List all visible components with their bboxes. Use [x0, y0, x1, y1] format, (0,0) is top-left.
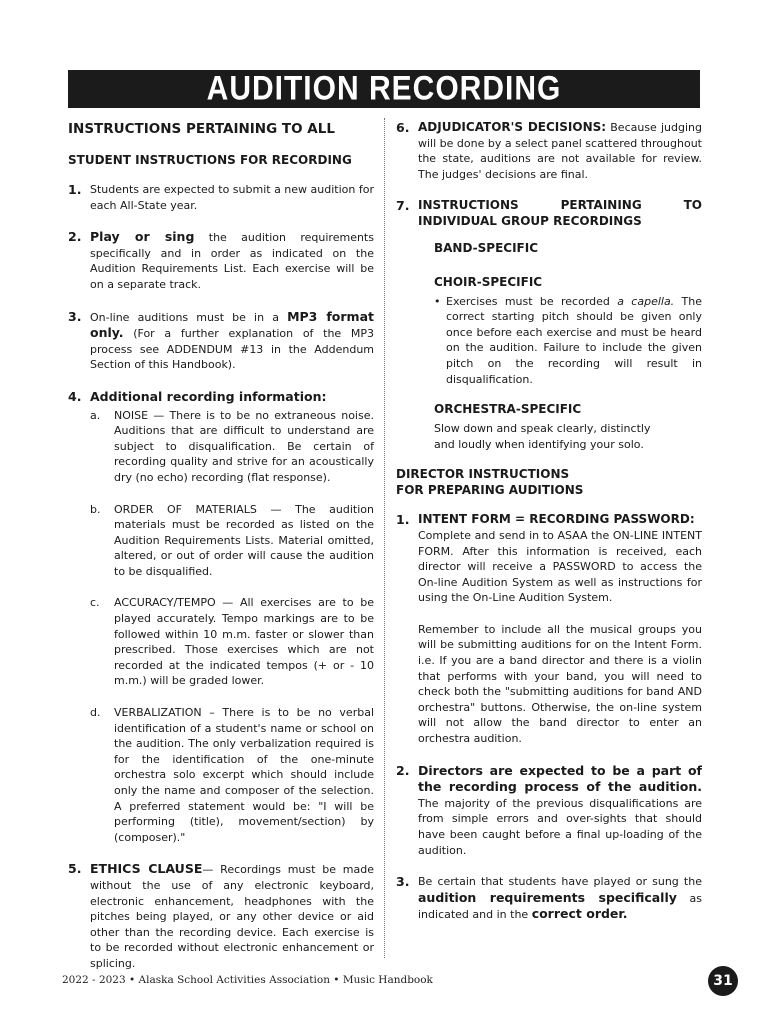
page-title-banner — [68, 70, 700, 108]
page-title: AUDITION RECORDING — [206, 69, 562, 108]
choir-specific-heading: CHOIR-SPECIFIC — [434, 274, 543, 289]
list-item — [434, 294, 702, 388]
list-item — [396, 874, 702, 923]
sub-item-letter: a. — [90, 408, 101, 422]
item-lead: Directors are expected to be a part of the recording process of the audition. — [418, 762, 702, 795]
sub-list-item — [90, 502, 374, 580]
item-text: Students are expected to submit a new audition for each All-State year. — [90, 183, 374, 212]
list-item — [68, 389, 374, 406]
list-item — [396, 763, 702, 859]
item-text: The majority of the previous disqualifications are from simple errors and over-sights that should have been caught before a final up-loading of the audition. — [418, 796, 702, 857]
item-lead: INSTRUCTIONS PERTAINING TO INDIVIDUAL GROUP RECORDINGS — [418, 198, 702, 228]
sub-item-text: ACCURACY/TEMPO — All exercises are to be played accurately. Tempo markings are to be followed within 10 m.m. faster or slower than prescribed. Those exercises which are not recorded at the indicated tempos (+ or - 10 m.m.) will be graded lower. — [114, 596, 374, 688]
orchestra-specific-heading: ORCHESTRA-SPECIFIC — [434, 402, 582, 417]
item-lead: MP3 format only. — [90, 308, 374, 341]
item-lead: correct order. — [531, 906, 628, 922]
item-text: Complete and send in to ASAA the ON-LINE INTENT FORM. After this information is received, each director will receive a PASSWORD to access the On-line Audition System as well as instructions for using the On-Line Audition System. — [418, 528, 702, 605]
list-item — [396, 512, 702, 746]
item-text: Be certain that students have played or sung the — [418, 875, 702, 889]
item-number: 1. — [396, 512, 410, 528]
item-lead: Play or sing — [90, 229, 195, 245]
bullet-icon: • — [434, 294, 441, 308]
item-text: Because judging will be done by a select panel scattered throughout the state, auditions are not available for review. The judges' decisions are final. — [418, 121, 703, 181]
sub-list — [90, 408, 374, 846]
sub-item-letter: c. — [90, 596, 100, 610]
item-number: 2. — [68, 229, 82, 245]
item-number: 2. — [396, 762, 410, 778]
section-heading: INSTRUCTIONS PERTAINING TO ALL — [68, 121, 335, 137]
sub-item-text: ORDER OF MATERIALS — The audition materials must be recorded as listed on the Audition Requirements Lists. Material omitted, altered, or out of order will cause the audition to be disqualified. — [114, 502, 374, 578]
item-number: 6. — [396, 120, 410, 135]
item-lead: Additional recording information: — [90, 388, 327, 404]
item-number: 3. — [68, 308, 82, 324]
sub-item-text: VERBALIZATION – There is to be no verbal identification of a student's name or school on the audition. The only verbalization required is for the identification of the one-minute orchestra solo excerpt which should include only the name and composer of the selection. A preferred statement would be: "I will be performing (title), movement/section) by (composer)." — [114, 706, 374, 844]
item-number: 7. — [396, 198, 410, 214]
subsection-heading: STUDENT INSTRUCTIONS FOR RECORDING — [68, 153, 352, 167]
band-specific-heading: BAND-SPECIFIC — [434, 240, 539, 255]
item-number: 1. — [68, 182, 82, 197]
item-lead: audition requirements specifically — [418, 889, 677, 905]
item-text: (For a further explanation of the MP3 process see ADDENDUM #13 in the Addendum Section of this Handbook). — [90, 327, 374, 372]
item-text: Remember to include all the musical groups you will be submitting auditions for on the Intent Form. i.e. If you are a band director and there is a violin that performs with your band, you will need to check both the "submitting auditions for band AND orchestra" buttons. Otherwise, the on-line system will not allow the band director to enter an orchestra audition. — [418, 622, 702, 746]
list-item — [68, 309, 374, 373]
item-text: the audition requirements specifically and in order as indicated on the Audition Requirements List. Each exercise will be on a separate track. — [90, 231, 374, 291]
list-item — [396, 120, 702, 182]
left-column — [68, 120, 374, 988]
item-lead: ADJUDICATOR'S DECISIONS: — [418, 120, 607, 134]
list-item — [68, 861, 374, 971]
item-text: The correct starting pitch should be given only once before each exercise and must be heard on the audition. Failure to include the given pitch on the recording will result in disqualification. — [446, 294, 702, 386]
item-text: — Recordings must be made without the use of any electronic keyboard, electronic enhancement, headphones with the pitches being played, or any other device or aid other than the recording device. Each exercise is to be recorded without electronic enhancement or splicing. — [90, 863, 375, 970]
item-text: as indicated and in the — [418, 891, 703, 922]
orchestra-text-line: and loudly when identifying your solo. — [434, 437, 644, 451]
page-footer: 2022 - 2023 • Alaska School Activities Association • Music Handbook — [62, 974, 433, 986]
item-text: On-line auditions must be in a — [90, 310, 288, 324]
sub-list-item — [90, 595, 374, 689]
page-number: 31 — [708, 966, 738, 996]
item-lead: INTENT FORM = RECORDING PASSWORD: — [418, 512, 695, 527]
sub-item-text: NOISE — There is to be no extraneous noise. Auditions that are difficult to understand are subject to disqualification. Be certain of recording quality and strive for an acoustically dry (no echo) recording (flat response). — [114, 408, 374, 484]
sub-list-item — [90, 408, 374, 486]
orchestra-text-line: Slow down and speak clearly, distinctly — [434, 422, 651, 436]
director-heading: DIRECTOR INSTRUCTIONS — [396, 467, 570, 482]
sub-item-letter: d. — [90, 706, 101, 720]
item-number: 5. — [68, 861, 82, 877]
list-item — [68, 229, 374, 292]
list-item — [68, 182, 374, 213]
item-number: 3. — [396, 874, 410, 890]
item-emphasis: a capella. — [617, 294, 675, 308]
list-item — [396, 198, 702, 229]
sub-list-item — [90, 705, 374, 845]
item-number: 4. — [68, 388, 82, 404]
column-divider — [384, 118, 385, 958]
director-heading: FOR PREPARING AUDITIONS — [396, 483, 584, 498]
item-text: Exercises must be recorded — [446, 294, 618, 308]
sub-item-letter: b. — [90, 502, 101, 516]
right-column — [396, 120, 702, 939]
item-lead: ETHICS CLAUSE — [90, 861, 203, 877]
